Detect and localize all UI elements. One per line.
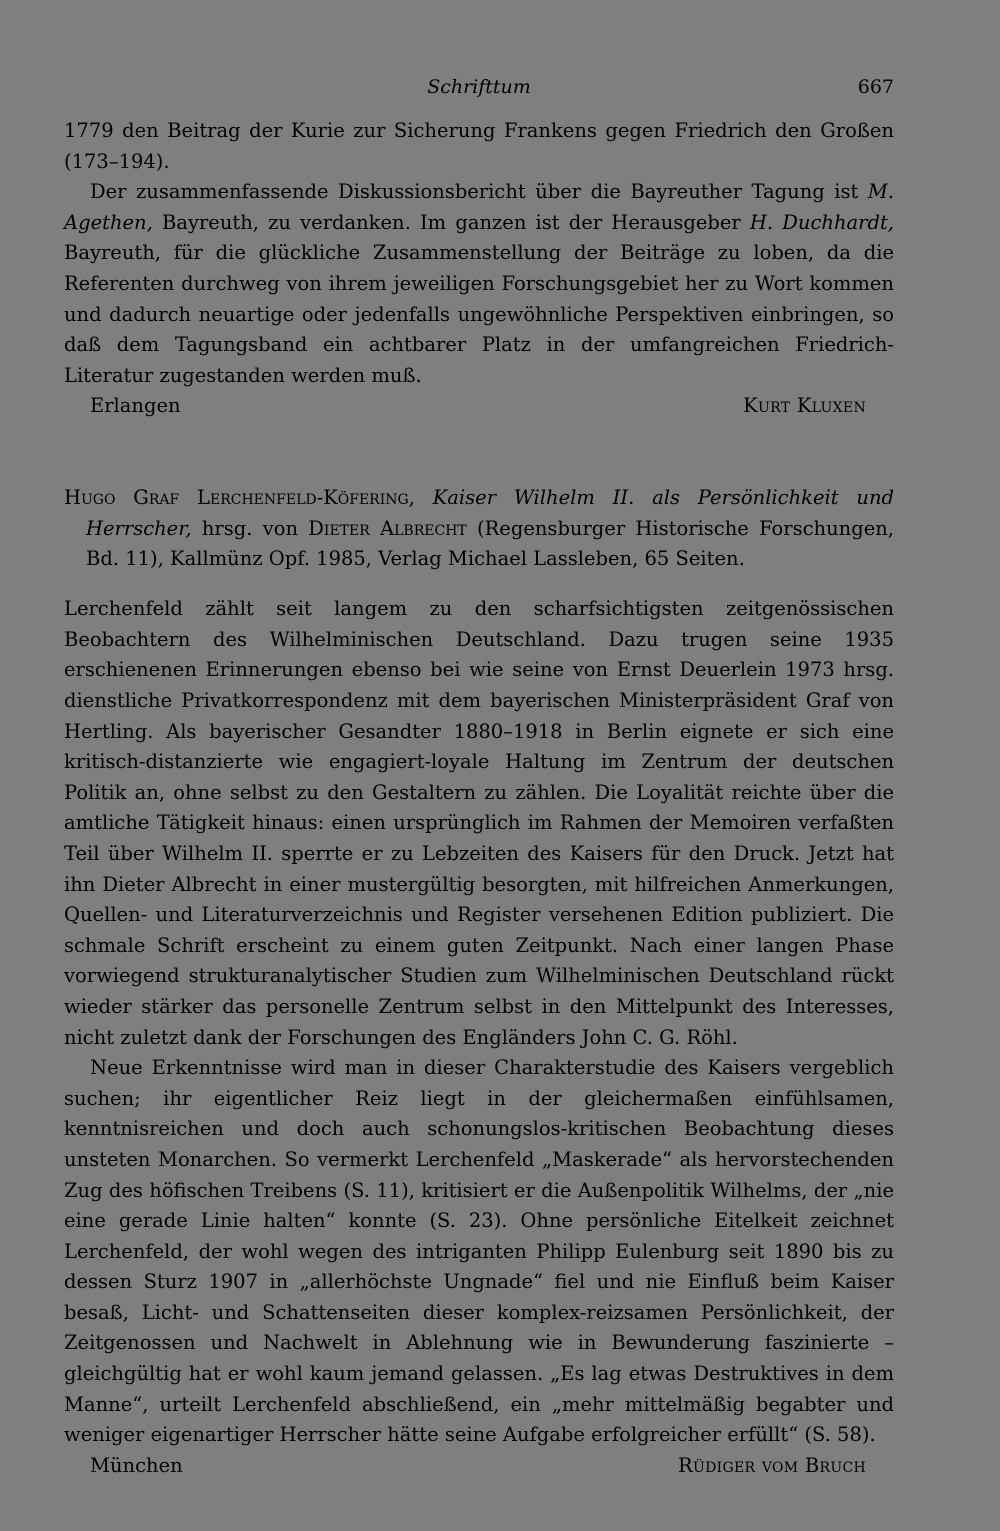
person-name: M. Agethen, (64, 180, 894, 234)
text-run: (Regensburger Historische Forschungen, Bd. 11), Kallmünz Opf. 1985, Verlag Michael Lassleben, 65 Seiten. (86, 516, 895, 571)
paragraph: Lerchenfeld zählt seit langem zu den scharfsichtigsten zeitgenössischen Beobachtern des Wilhelminischen Deutschland. Dazu trugen seine 1935 erschienenen Erinnerungen ebenso bei wie seine von Ernst Deuerlein 1973 hrsg. dienstliche Privatkorrespondenz mit dem bayerischen Ministerpräsident Graf von Hertling. Als bayerischer Gesandter 1880–1918 in Berlin eignete er sich eine kritisch-distanzierte wie engagiert-loyale Haltung im Zentrum der deutschen Politik an, ohne selbst zu den Gestaltern zu zählen. Die Loyalität reichte über die amtliche Tätigkeit hinaus: einen ursprünglich im Rahmen der Memoiren verfaßten Teil über Wilhelm II. sperrte er zu Lebzeiten des Kaisers für den Druck. Jetzt hat ihn Dieter Albrecht in einer mustergültig besorgten, mit hilfreichen Anmerkungen, Quellen- und Literaturverzeichnis und Register versehenen Edition publiziert. Die schmale Schrift erscheint zu einem guten Zeitpunkt. Nach einer langen Phase vorwiegend strukturanalytischer Studien zum Wilhelminischen Deutschland rückt wieder stärker das personelle Zentrum selbst in den Mittelpunkt des Interesses, nicht zuletzt dank der Forschungen des Engländers John C. G. Röhl. (64, 597, 894, 1049)
paragraph (64, 177, 894, 391)
signoff-place: München (90, 1453, 183, 1477)
document-page (64, 76, 894, 1481)
book-title: Kaiser Wilhelm II. als Persönlichkeit und Herrscher, (86, 485, 894, 540)
page-number: 667 (857, 76, 894, 98)
book-editor: Dieter Albrecht (308, 516, 467, 540)
running-title: Schrifttum (427, 76, 531, 98)
person-name: H. Duchhardt, (749, 210, 894, 234)
text-run: Der zusammenfassende Diskussionsbericht über die Bayreuther Tagung ist (90, 180, 868, 204)
signoff-place: Erlangen (90, 394, 181, 418)
paragraph: 1779 den Beitrag der Kurie zur Sicherung Frankens gegen Friedrich den Großen (173–194). (64, 119, 894, 173)
text-run: hrsg. von (191, 516, 309, 540)
review-kluxen (64, 116, 894, 391)
text-run: Bayreuth, zu verdanken. Im ganzen ist der Herausgeber (152, 210, 750, 234)
running-header (64, 76, 894, 116)
text-run: Bayreuth, für die glückliche Zusammenstellung der Beiträge zu loben, da die Referenten durchweg von ihrem jeweiligen Forschungsgebiet her zu Wort kommen und dadurch neuartige oder jedenfalls ungewöhnliche Perspektiven einbringen, so daß dem Tagungsband ein achtbarer Platz in der umfangreichen Friedrich-Literatur zugestanden werden muß. (64, 241, 894, 387)
review-vom-bruch (64, 594, 894, 1451)
reviewer-name: Kurt Kluxen (743, 394, 866, 418)
review-signoff (64, 1451, 894, 1482)
paragraph: Neue Erkenntnisse wird man in dieser Charakterstudie des Kaisers vergeblich suchen; ihr eigentlicher Reiz liegt in der gleichermaßen einfühlsamen, kenntnisreichen und doch auch schonungslos-kritischen Beobachtung dieses unsteten Monarchen. So vermerkt Lerchenfeld „Maskerade“ als hervorstechenden Zug des höfischen Treibens (S. 11), kritisiert er die Außenpolitik Wilhelms, der „nie eine gerade Linie halten“ konnte (S. 23). Ohne persönliche Eitelkeit zeichnet Lerchenfeld, der wohl wegen des intriganten Philipp Eulenburg seit 1890 bis zu dessen Sturz 1907 in „allerhöchste Ungnade“ fiel und nie Einfluß beim Kaiser besaß, Licht- und Schattenseiten dieser komplex-reizsamen Persönlichkeit, der Zeitgenossen und Nachwelt in Ablehnung wie in Bewunderung faszinierte – gleichgültig hat er wohl kaum jemand gelassen. „Es lag etwas Destruktives in dem Manne“, urteilt Lerchenfeld abschließend, ein „mehr mittelmäßig begabter und weniger eigenartiger Herrscher hätte seine Aufgabe erfolgreicher erfüllt“ (S. 58). (64, 1056, 894, 1447)
book-author: Hugo Graf Lerchenfeld-Köfering, (64, 485, 415, 509)
bibliographic-entry (64, 483, 894, 575)
review-signoff (64, 391, 894, 422)
reviewer-name: Rüdiger vom Bruch (678, 1453, 866, 1477)
